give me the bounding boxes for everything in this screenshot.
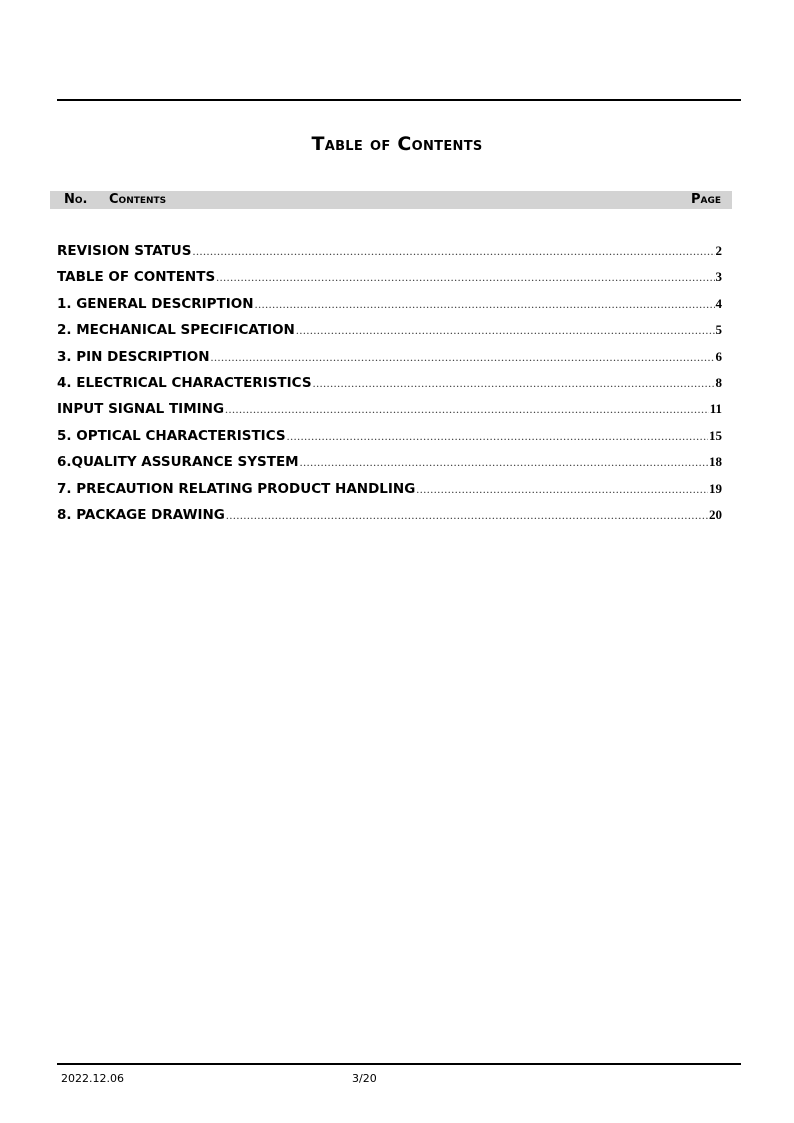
toc-entry-label: 4. ELECTRICAL CHARACTERISTICS [57,374,312,391]
toc-entry-label: 1. GENERAL DESCRIPTION [57,295,254,312]
toc-entry-label: TABLE OF CONTENTS [57,269,216,286]
toc-entry-page: 6 [715,348,722,364]
toc-entry-package-drawing[interactable] [57,507,722,533]
toc-entry-page: 8 [715,374,722,390]
footer-date: 2022.12.06 [61,1072,124,1085]
toc-header-no: No. [64,192,88,207]
toc-header-bar [50,191,732,209]
header-rule [57,99,741,101]
dot-leader [300,455,708,470]
toc-entry-general-description[interactable] [57,296,722,322]
dot-leader [416,482,708,497]
footer-rule [57,1063,741,1065]
dot-leader [313,376,715,391]
page-title: Table of Contents [311,133,483,155]
toc-list [57,243,722,533]
toc-entry-precaution-handling[interactable] [57,481,722,507]
dot-leader [193,244,715,259]
toc-entry-label: 6.QUALITY ASSURANCE SYSTEM [57,454,299,471]
toc-header-contents: Contents [109,192,167,207]
toc-entry-page: 3 [715,269,722,285]
toc-entry-page: 2 [715,243,722,258]
dot-leader [226,508,708,523]
toc-entry-input-signal-timing[interactable] [57,401,722,427]
footer-page-number: 3/20 [352,1072,377,1085]
toc-header-page: Page [690,192,721,207]
dot-leader [225,402,709,417]
toc-entry-page: 18 [709,454,722,470]
toc-entry-page: 20 [709,506,722,522]
toc-entry-label: REVISION STATUS [57,243,192,259]
dot-leader [211,350,715,365]
toc-entry-table-of-contents[interactable] [57,269,722,295]
toc-entry-label: 2. MECHANICAL SPECIFICATION [57,322,295,339]
toc-entry-label: 5. OPTICAL CHARACTERISTICS [57,427,286,444]
toc-entry-page: 4 [715,295,722,311]
toc-entry-label: 7. PRECAUTION RELATING PRODUCT HANDLING [57,480,416,497]
toc-entry-mechanical-specification[interactable] [57,322,722,348]
dot-leader [255,297,715,312]
toc-entry-pin-description[interactable] [57,349,722,375]
dot-leader [296,323,715,338]
dot-leader [216,270,714,285]
toc-entry-label: 8. PACKAGE DRAWING [57,506,225,523]
toc-entry-label: INPUT SIGNAL TIMING [57,401,225,418]
toc-entry-page: 11 [709,401,722,417]
dot-leader [287,429,708,444]
toc-entry-page: 5 [715,322,722,338]
toc-entry-electrical-characteristics[interactable] [57,375,722,401]
toc-entry-revision-status[interactable] [57,243,722,269]
toc-entry-quality-assurance-system[interactable] [57,454,722,480]
toc-entry-optical-characteristics[interactable] [57,428,722,454]
toc-entry-label: 3. PIN DESCRIPTION [57,348,210,365]
toc-entry-page: 15 [709,427,722,443]
toc-entry-page: 19 [709,480,722,496]
